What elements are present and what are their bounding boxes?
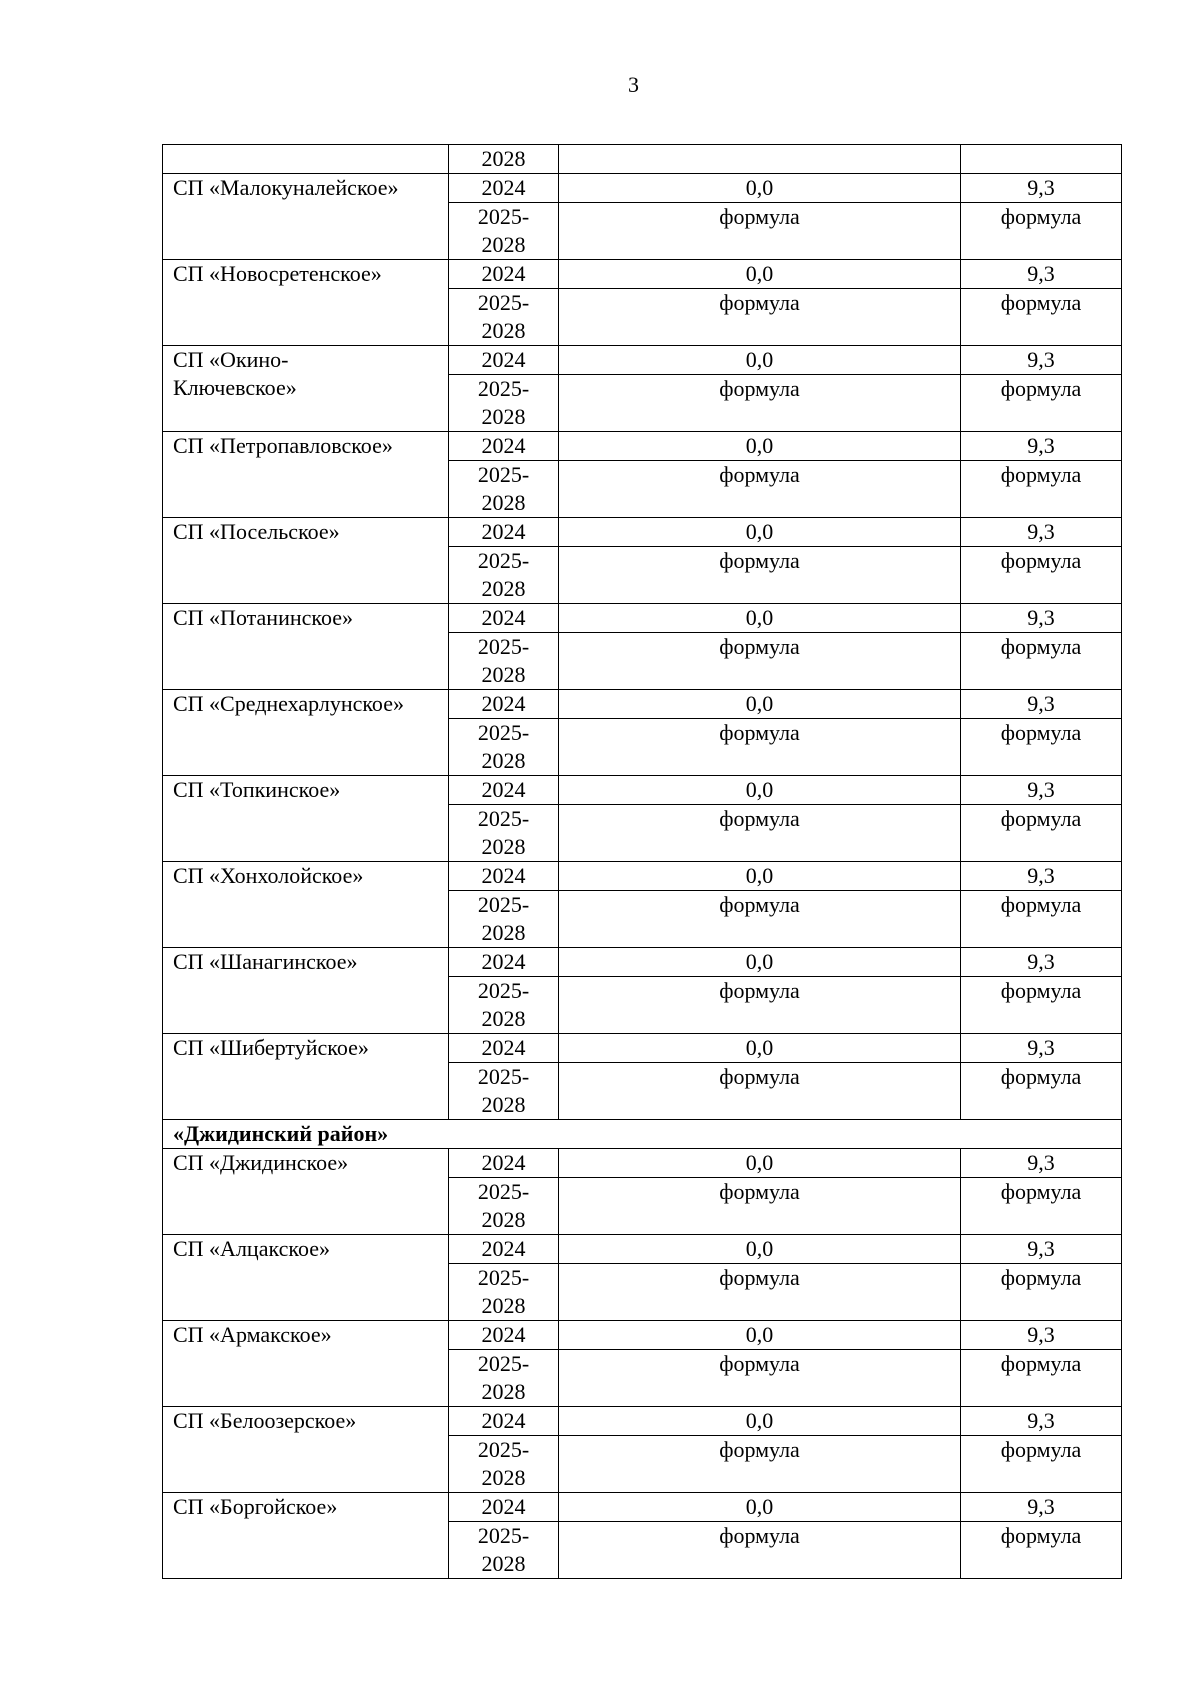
year-cell: 2025- 2028 bbox=[449, 1522, 559, 1579]
value2-cell: 9,3 bbox=[961, 690, 1122, 719]
year-cell: 2025- 2028 bbox=[449, 547, 559, 604]
table-row bbox=[163, 948, 1122, 977]
year-cell: 2024 bbox=[449, 518, 559, 547]
year-cell: 2025- 2028 bbox=[449, 1350, 559, 1407]
value1-cell: формула bbox=[559, 891, 961, 948]
value1-cell: формула bbox=[559, 1264, 961, 1321]
year-cell: 2024 bbox=[449, 1149, 559, 1178]
year-cell: 2025- 2028 bbox=[449, 289, 559, 346]
table-row bbox=[163, 260, 1122, 289]
value2-cell: формула bbox=[961, 461, 1122, 518]
table-body bbox=[163, 145, 1122, 1579]
year-cell: 2025- 2028 bbox=[449, 1436, 559, 1493]
settlement-name: СП «Белоозерское» bbox=[163, 1407, 449, 1493]
value2-cell: 9,3 bbox=[961, 604, 1122, 633]
settlement-name: СП «Шанагинское» bbox=[163, 948, 449, 1034]
year-cell: 2024 bbox=[449, 174, 559, 203]
value2-cell: формула bbox=[961, 1178, 1122, 1235]
value1-cell: формула bbox=[559, 203, 961, 260]
value2-cell: формула bbox=[961, 289, 1122, 346]
table-row bbox=[163, 690, 1122, 719]
table-row bbox=[163, 518, 1122, 547]
value2-cell: 9,3 bbox=[961, 1321, 1122, 1350]
value1-cell: 0,0 bbox=[559, 1034, 961, 1063]
value1-cell: формула bbox=[559, 1178, 961, 1235]
year-cell: 2025- 2028 bbox=[449, 461, 559, 518]
year-cell: 2024 bbox=[449, 260, 559, 289]
value1-cell: 0,0 bbox=[559, 862, 961, 891]
value1-cell: 0,0 bbox=[559, 948, 961, 977]
settlement-name: СП «Малокуналейское» bbox=[163, 174, 449, 260]
value1-cell: 0,0 bbox=[559, 1321, 961, 1350]
year-cell: 2024 bbox=[449, 1235, 559, 1264]
value1-cell: 0,0 bbox=[559, 432, 961, 461]
value2-cell: 9,3 bbox=[961, 1034, 1122, 1063]
value1-cell: 0,0 bbox=[559, 776, 961, 805]
value2-cell bbox=[961, 145, 1122, 174]
value1-cell: формула bbox=[559, 977, 961, 1034]
value1-cell: формула bbox=[559, 547, 961, 604]
year-cell: 2024 bbox=[449, 432, 559, 461]
settlement-name: СП «Потанинское» bbox=[163, 604, 449, 690]
year-cell: 2024 bbox=[449, 1407, 559, 1436]
settlement-name: СП «Окино- Ключевское» bbox=[163, 346, 449, 432]
value1-cell: 0,0 bbox=[559, 1493, 961, 1522]
value1-cell: формула bbox=[559, 1436, 961, 1493]
value2-cell: формула bbox=[961, 633, 1122, 690]
year-cell: 2025- 2028 bbox=[449, 1063, 559, 1120]
year-cell: 2025- 2028 bbox=[449, 1264, 559, 1321]
value1-cell: 0,0 bbox=[559, 260, 961, 289]
settlement-name: СП «Алцакское» bbox=[163, 1235, 449, 1321]
settlement-name: СП «Джидинское» bbox=[163, 1149, 449, 1235]
value1-cell: 0,0 bbox=[559, 1235, 961, 1264]
year-cell: 2024 bbox=[449, 776, 559, 805]
value2-cell: формула bbox=[961, 547, 1122, 604]
value2-cell: формула bbox=[961, 1350, 1122, 1407]
year-cell: 2025- 2028 bbox=[449, 805, 559, 862]
value1-cell: 0,0 bbox=[559, 174, 961, 203]
value2-cell: 9,3 bbox=[961, 260, 1122, 289]
district-name: «Джидинский район» bbox=[163, 1120, 1122, 1149]
value1-cell: 0,0 bbox=[559, 1149, 961, 1178]
value1-cell: формула bbox=[559, 633, 961, 690]
value2-cell: 9,3 bbox=[961, 776, 1122, 805]
value2-cell: 9,3 bbox=[961, 1235, 1122, 1264]
value2-cell: 9,3 bbox=[961, 432, 1122, 461]
year-cell: 2024 bbox=[449, 690, 559, 719]
value1-cell: формула bbox=[559, 1350, 961, 1407]
name-cell-continuation bbox=[163, 145, 449, 174]
settlement-name: СП «Боргойское» bbox=[163, 1493, 449, 1579]
year-cell: 2025- 2028 bbox=[449, 891, 559, 948]
value1-cell: 0,0 bbox=[559, 1407, 961, 1436]
table-row bbox=[163, 174, 1122, 203]
settlement-name: СП «Новосретенское» bbox=[163, 260, 449, 346]
year-cell: 2025- 2028 bbox=[449, 1178, 559, 1235]
value1-cell: формула bbox=[559, 805, 961, 862]
table-row-continuation bbox=[163, 145, 1122, 174]
value2-cell: формула bbox=[961, 203, 1122, 260]
value1-cell: формула bbox=[559, 1063, 961, 1120]
value2-cell: формула bbox=[961, 805, 1122, 862]
settlement-name: СП «Среднехарлунское» bbox=[163, 690, 449, 776]
value2-cell: формула bbox=[961, 1264, 1122, 1321]
settlement-name: СП «Хонхолойское» bbox=[163, 862, 449, 948]
table-row bbox=[163, 1034, 1122, 1063]
value2-cell: 9,3 bbox=[961, 862, 1122, 891]
settlement-name: СП «Петропавловское» bbox=[163, 432, 449, 518]
value2-cell: 9,3 bbox=[961, 346, 1122, 375]
year-cell: 2028 bbox=[449, 145, 559, 174]
value1-cell: формула bbox=[559, 719, 961, 776]
settlement-name: СП «Армакское» bbox=[163, 1321, 449, 1407]
year-cell: 2025- 2028 bbox=[449, 977, 559, 1034]
table-row bbox=[163, 1493, 1122, 1522]
year-cell: 2025- 2028 bbox=[449, 633, 559, 690]
year-cell: 2025- 2028 bbox=[449, 375, 559, 432]
value2-cell: 9,3 bbox=[961, 1407, 1122, 1436]
year-cell: 2024 bbox=[449, 1321, 559, 1350]
value1-cell bbox=[559, 145, 961, 174]
value2-cell: 9,3 bbox=[961, 518, 1122, 547]
value2-cell: формула bbox=[961, 977, 1122, 1034]
table-row bbox=[163, 1321, 1122, 1350]
value2-cell: формула bbox=[961, 1063, 1122, 1120]
page-number: 3 bbox=[628, 72, 639, 97]
value1-cell: 0,0 bbox=[559, 346, 961, 375]
year-cell: 2024 bbox=[449, 862, 559, 891]
value2-cell: формула bbox=[961, 1522, 1122, 1579]
year-cell: 2024 bbox=[449, 604, 559, 633]
value1-cell: 0,0 bbox=[559, 604, 961, 633]
value2-cell: формула bbox=[961, 891, 1122, 948]
year-cell: 2024 bbox=[449, 346, 559, 375]
district-header-row bbox=[163, 1120, 1122, 1149]
table-row bbox=[163, 776, 1122, 805]
settlement-name: СП «Шибертуйское» bbox=[163, 1034, 449, 1120]
table-row bbox=[163, 1407, 1122, 1436]
table-row bbox=[163, 604, 1122, 633]
value1-cell: 0,0 bbox=[559, 690, 961, 719]
value2-cell: 9,3 bbox=[961, 174, 1122, 203]
allocation-table bbox=[162, 144, 1122, 1579]
table-row bbox=[163, 432, 1122, 461]
year-cell: 2024 bbox=[449, 948, 559, 977]
settlement-name: СП «Топкинское» bbox=[163, 776, 449, 862]
year-cell: 2025- 2028 bbox=[449, 719, 559, 776]
value2-cell: 9,3 bbox=[961, 1493, 1122, 1522]
value1-cell: формула bbox=[559, 375, 961, 432]
value2-cell: 9,3 bbox=[961, 948, 1122, 977]
value1-cell: 0,0 bbox=[559, 518, 961, 547]
table-row bbox=[163, 346, 1122, 375]
table-row bbox=[163, 1235, 1122, 1264]
year-cell: 2024 bbox=[449, 1034, 559, 1063]
value2-cell: формула bbox=[961, 719, 1122, 776]
table-row bbox=[163, 862, 1122, 891]
value2-cell: формула bbox=[961, 375, 1122, 432]
year-cell: 2024 bbox=[449, 1493, 559, 1522]
value1-cell: формула bbox=[559, 1522, 961, 1579]
settlement-name: СП «Посельское» bbox=[163, 518, 449, 604]
table-row bbox=[163, 1149, 1122, 1178]
value1-cell: формула bbox=[559, 461, 961, 518]
value2-cell: формула bbox=[961, 1436, 1122, 1493]
value1-cell: формула bbox=[559, 289, 961, 346]
value2-cell: 9,3 bbox=[961, 1149, 1122, 1178]
year-cell: 2025- 2028 bbox=[449, 203, 559, 260]
